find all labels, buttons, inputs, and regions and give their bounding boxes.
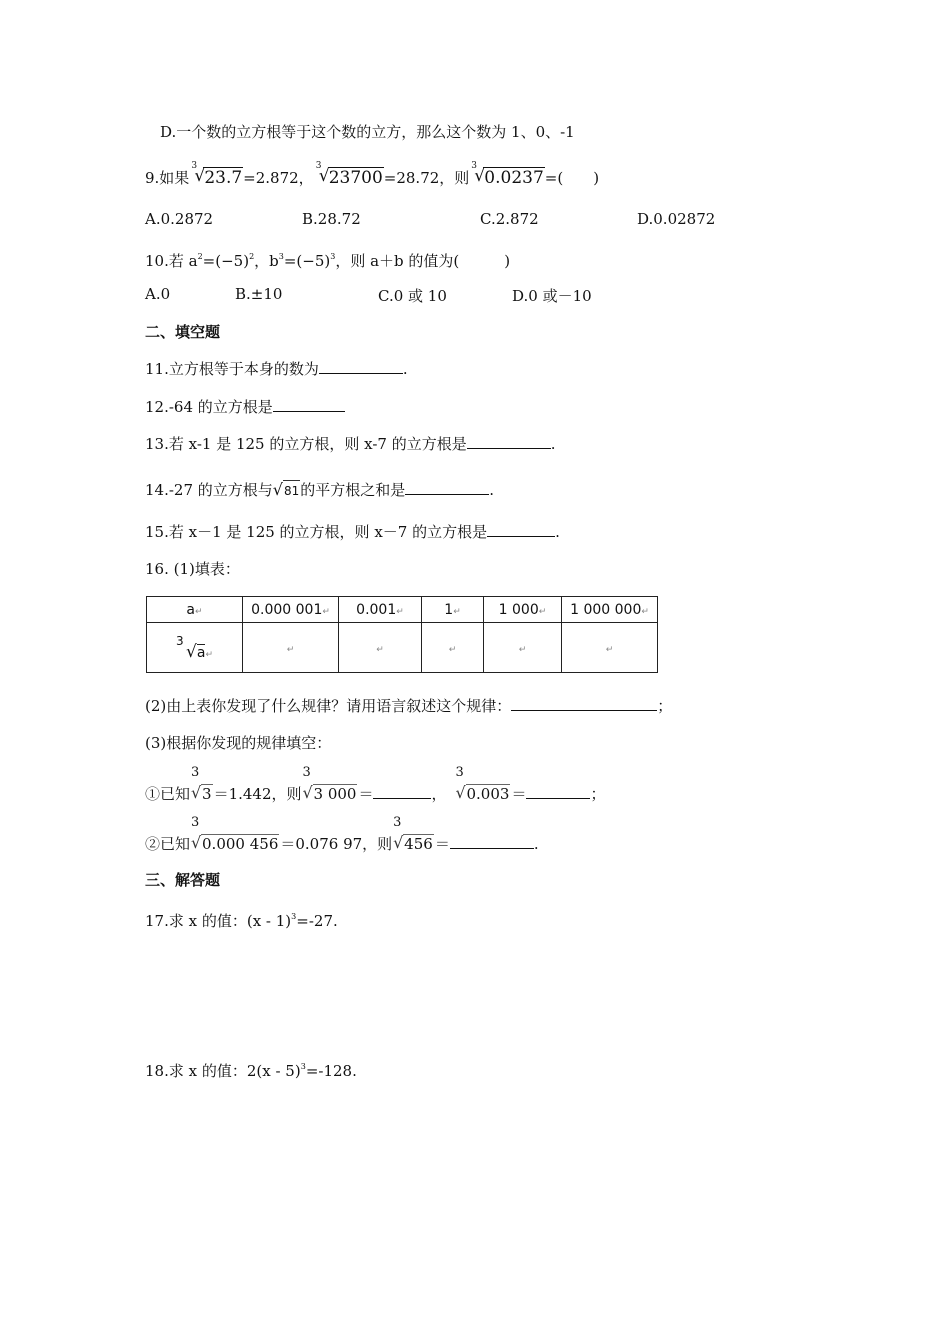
question-16-part-3: (3)根据你发现的规律填空： [145,734,332,752]
table-cell: 1 000 000↵ [562,597,658,623]
cube-root-table [146,596,658,673]
question-16-part-2: (2)由上表你发现了什么规律？请用语言叙述这个规律： ； [145,697,673,715]
q9-value-2: =28.72，则 [383,169,470,187]
section-heading-solve: 三、解答题 [145,871,221,889]
cube-root-3000: 3 √ 3 000 [302,765,357,803]
sqrt-81: √81 [272,480,300,499]
answer-blank[interactable] [526,784,590,799]
question-10: 10.若 $a^2=(-5)^2$，$b^3=(-5)^3$，则 a＋b 的值为( ) [145,252,511,270]
table-cell: 1 000↵ [484,597,562,623]
question-12: 12.-64 的立方根是 [145,397,345,417]
answer-blank[interactable] [450,834,534,849]
table-header-cube-root-a: 3 √a↵ [147,623,243,673]
q10-option-a: A.0 [145,285,171,303]
cube-root-3: 3 √ 3 [191,765,212,803]
q10-option-b: B.±10 [235,285,283,303]
table-answer-cell[interactable]: ↵ [339,623,422,673]
cube-root-0.003: 3 √ 0.003 [455,765,510,803]
q10-option-d: D.0 或－10 [512,287,592,305]
question-16-line-1: ①已知 3 √ 3 ＝1.442，则 3 √ 3 000 ＝ ， 3 √ 0.003 ＝ ； [145,765,606,803]
question-16-line-2: ②已知 3 √ 0.000 456 ＝0.076 97，则 3 √ 456 ＝ . [145,815,539,853]
table-header-a: a↵ [147,597,243,623]
table-answer-cell[interactable]: ↵ [422,623,484,673]
question-18: 18.求 x 的值：2(x - 5)$^3$=-128. [145,1062,357,1080]
cube-root-3: 3 √ 0.0237 [471,161,544,188]
table-answer-cell[interactable]: ↵ [243,623,339,673]
table-cell: 1↵ [422,597,484,623]
section-heading-fill-in: 二、填空题 [145,323,221,341]
q9-option-a: A.0.2872 [145,210,214,228]
cube-root-456: 3 √ 456 [393,815,433,853]
table-cell: 0.001↵ [339,597,422,623]
q8-option-d: D.一个数的立方根等于这个数的立方，那么这个数为 1、0、-1 [160,123,575,141]
q9-prefix: 9.如果 [145,169,190,187]
q9-value-3: =( ) [544,169,600,187]
answer-blank[interactable] [511,696,657,711]
question-13: 13.若 x-1 是 125 的立方根，则 x-7 的立方根是 . [145,435,556,453]
cube-root-0.000456: 3 √ 0.000 456 [191,815,279,853]
cube-root-1: 3 √ 23.7 [191,161,243,188]
q9-option-b: B.28.72 [302,210,361,228]
answer-blank[interactable] [405,480,489,495]
table-answer-cell[interactable]: ↵ [484,623,562,673]
table-cell: 0.000 001↵ [243,597,339,623]
answer-blank[interactable] [273,397,345,412]
answer-blank[interactable] [487,522,555,537]
question-14: 14.-27 的立方根与√81的平方根之和是 . [145,480,495,499]
question-9 [145,161,600,188]
q9-option-c: C.2.872 [480,210,539,228]
answer-blank[interactable] [467,434,551,449]
q10-option-c: C.0 或 10 [378,287,447,305]
question-16-title: 16. (1)填表： [145,560,240,578]
question-15: 15.若 x－1 是 125 的立方根，则 x－7 的立方根是 . [145,523,560,541]
answer-blank[interactable] [319,359,403,374]
answer-blank[interactable] [373,784,431,799]
question-11: 11.立方根等于本身的数为 . [145,360,408,378]
table-answer-cell[interactable]: ↵ [562,623,658,673]
q9-option-d: D.0.02872 [637,210,716,228]
question-17: 17.求 x 的值：(x - 1)$^3$=-27. [145,912,338,930]
q9-value-1: =2.872， [243,169,314,187]
cube-root-2: 3 √ 23700 [315,161,383,188]
